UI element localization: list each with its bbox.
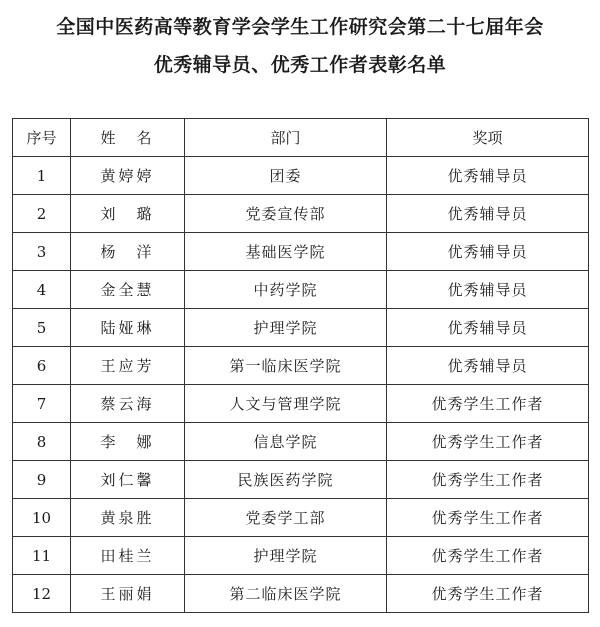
cell-department: 中药学院 xyxy=(185,271,387,309)
table-row xyxy=(13,537,589,575)
cell-department: 人文与管理学院 xyxy=(185,385,387,423)
table-header-row xyxy=(13,119,589,157)
table-row xyxy=(13,385,589,423)
cell-award: 优秀辅导员 xyxy=(387,233,589,271)
cell-name: 金全慧 xyxy=(71,271,185,309)
table-row xyxy=(13,461,589,499)
cell-name: 黄婷婷 xyxy=(71,157,185,195)
cell-name: 刘仁馨 xyxy=(71,461,185,499)
cell-department: 民族医药学院 xyxy=(185,461,387,499)
cell-index: 9 xyxy=(13,461,71,499)
cell-name: 蔡云海 xyxy=(71,385,185,423)
cell-index: 5 xyxy=(13,309,71,347)
cell-award: 优秀学生工作者 xyxy=(387,499,589,537)
cell-award: 优秀辅导员 xyxy=(387,271,589,309)
cell-department: 党委宣传部 xyxy=(185,195,387,233)
cell-award: 优秀辅导员 xyxy=(387,157,589,195)
table-row xyxy=(13,271,589,309)
cell-name: 陆娅琳 xyxy=(71,309,185,347)
cell-name: 王应芳 xyxy=(71,347,185,385)
cell-department: 护理学院 xyxy=(185,537,387,575)
table-row xyxy=(13,347,589,385)
cell-award: 优秀辅导员 xyxy=(387,309,589,347)
cell-award: 优秀辅导员 xyxy=(387,347,589,385)
cell-index: 11 xyxy=(13,537,71,575)
cell-award: 优秀学生工作者 xyxy=(387,423,589,461)
document-subtitle: 优秀辅导员、优秀工作者表彰名单 xyxy=(153,54,447,76)
cell-department: 党委学工部 xyxy=(185,499,387,537)
cell-award: 优秀学生工作者 xyxy=(387,537,589,575)
awardee-table xyxy=(12,118,589,613)
cell-department: 第一临床医学院 xyxy=(185,347,387,385)
cell-name: 黄泉胜 xyxy=(71,499,185,537)
cell-index: 7 xyxy=(13,385,71,423)
document-title: 全国中医药高等教育学会学生工作研究会第二十七届年会 xyxy=(56,16,544,38)
cell-index: 2 xyxy=(13,195,71,233)
table-row xyxy=(13,423,589,461)
cell-index: 12 xyxy=(13,575,71,613)
cell-award: 优秀学生工作者 xyxy=(387,461,589,499)
header-name: 姓 名 xyxy=(71,119,185,157)
cell-name: 王丽娟 xyxy=(71,575,185,613)
cell-department: 第二临床医学院 xyxy=(185,575,387,613)
table-row xyxy=(13,195,589,233)
cell-name: 李 娜 xyxy=(71,423,185,461)
cell-department: 基础医学院 xyxy=(185,233,387,271)
table-row xyxy=(13,233,589,271)
cell-award: 优秀学生工作者 xyxy=(387,575,589,613)
cell-index: 1 xyxy=(13,157,71,195)
cell-award: 优秀学生工作者 xyxy=(387,385,589,423)
cell-index: 3 xyxy=(13,233,71,271)
header-award: 奖项 xyxy=(387,119,589,157)
table-row xyxy=(13,499,589,537)
cell-index: 10 xyxy=(13,499,71,537)
cell-name: 杨 洋 xyxy=(71,233,185,271)
table-row xyxy=(13,309,589,347)
cell-index: 8 xyxy=(13,423,71,461)
cell-index: 6 xyxy=(13,347,71,385)
table-row xyxy=(13,157,589,195)
header-index: 序号 xyxy=(13,119,71,157)
cell-department: 信息学院 xyxy=(185,423,387,461)
cell-award: 优秀辅导员 xyxy=(387,195,589,233)
cell-department: 团委 xyxy=(185,157,387,195)
cell-index: 4 xyxy=(13,271,71,309)
cell-name: 田桂兰 xyxy=(71,537,185,575)
header-department: 部门 xyxy=(185,119,387,157)
table-row xyxy=(13,575,589,613)
cell-name: 刘 璐 xyxy=(71,195,185,233)
cell-department: 护理学院 xyxy=(185,309,387,347)
